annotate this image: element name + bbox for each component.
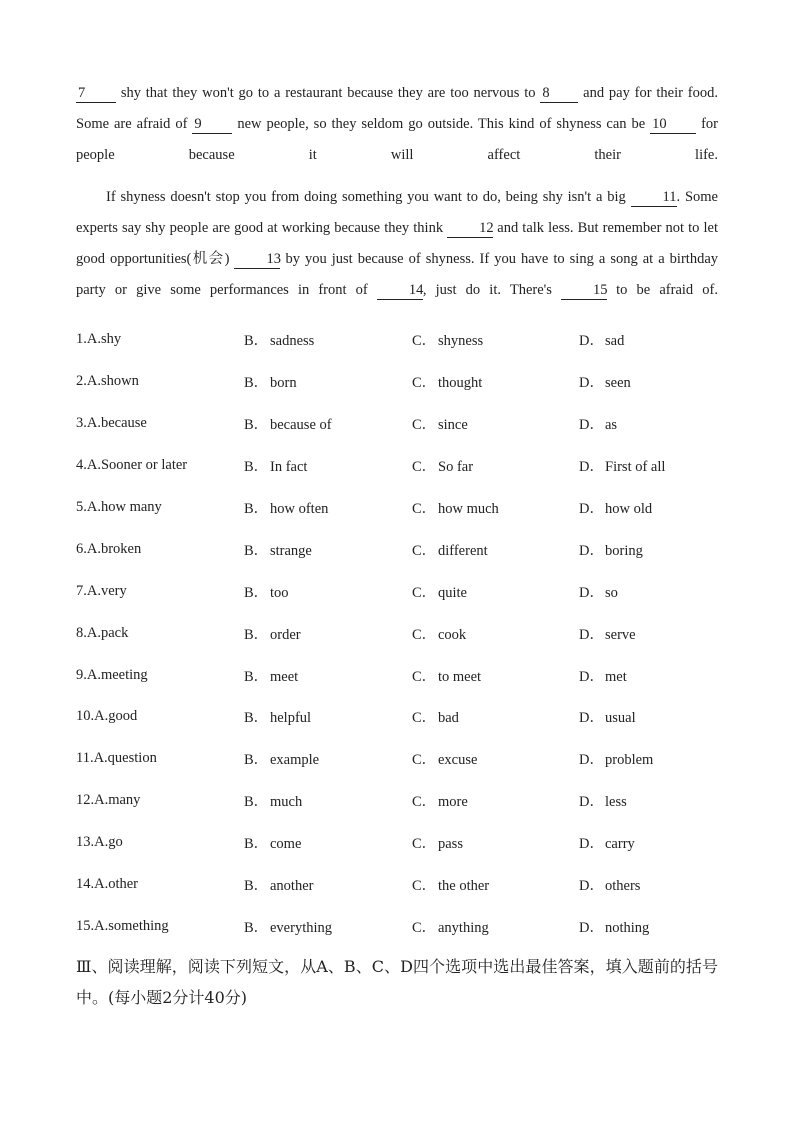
blank-7: 7 xyxy=(76,84,116,103)
option-b[interactable] xyxy=(244,874,412,895)
option-d[interactable] xyxy=(579,832,718,853)
option-d-label: D． xyxy=(579,919,604,936)
option-d[interactable] xyxy=(579,329,718,350)
blank-8: 8 xyxy=(540,84,578,103)
option-a[interactable]: 13.A.go xyxy=(76,834,123,851)
option-d-label: D． xyxy=(579,836,604,853)
option-b-text: because of xyxy=(270,417,332,434)
option-d[interactable] xyxy=(579,748,718,769)
option-b-label: B． xyxy=(244,542,269,559)
option-a[interactable]: 9.A.meeting xyxy=(76,666,148,683)
passage-text: for people because it will affect their life. xyxy=(76,116,718,163)
option-c[interactable] xyxy=(412,413,579,434)
option-d-text: as xyxy=(605,417,618,434)
option-d-text: met xyxy=(605,668,627,685)
option-a[interactable]: 8.A.pack xyxy=(76,624,129,641)
option-d[interactable] xyxy=(579,665,718,686)
option-d[interactable] xyxy=(579,706,718,727)
option-d-text: seen xyxy=(605,375,631,392)
question-row xyxy=(76,403,718,445)
option-d-label: D． xyxy=(579,501,604,517)
option-b[interactable] xyxy=(244,413,412,434)
option-b[interactable] xyxy=(244,371,412,392)
option-d[interactable] xyxy=(579,790,718,811)
option-b[interactable] xyxy=(244,706,412,727)
option-c[interactable] xyxy=(412,874,579,895)
option-a[interactable]: 10.A.good xyxy=(76,708,138,725)
option-c[interactable] xyxy=(412,455,579,476)
option-c-text: excuse xyxy=(438,752,478,769)
option-d-text: sad xyxy=(605,333,625,350)
option-b-label: B． xyxy=(244,333,269,350)
option-d-text: serve xyxy=(605,626,636,643)
blank-14: 14 xyxy=(377,281,423,300)
option-d[interactable] xyxy=(579,581,718,602)
option-c-text: more xyxy=(438,794,468,811)
option-a[interactable]: 5.A.how many xyxy=(76,499,162,515)
option-c-label: C． xyxy=(412,542,437,559)
option-c-text: to meet xyxy=(438,668,482,685)
option-b-label: B． xyxy=(244,836,269,853)
option-b-text: too xyxy=(270,584,289,601)
option-b[interactable] xyxy=(244,329,412,350)
option-d-label: D． xyxy=(579,878,604,895)
passage-text: . Some experts say shy people are good at working because they think xyxy=(76,189,718,236)
option-b-text: how often xyxy=(270,501,329,517)
option-b-label: B． xyxy=(244,752,269,769)
question-row xyxy=(76,905,718,947)
option-d[interactable] xyxy=(579,497,718,518)
option-c-label: C． xyxy=(412,459,437,476)
blank-11: 11 xyxy=(631,188,677,207)
option-c[interactable] xyxy=(412,665,579,686)
option-c-text: different xyxy=(438,542,488,559)
worksheet-page xyxy=(76,78,718,1013)
option-d-text: nothing xyxy=(605,919,650,936)
option-c[interactable] xyxy=(412,790,579,811)
option-d-label: D． xyxy=(579,626,604,643)
option-c-label: C． xyxy=(412,710,437,727)
passage-text: and pay for their food. Some are afraid of xyxy=(76,85,718,132)
option-b[interactable] xyxy=(244,748,412,769)
option-b-label: B． xyxy=(244,501,269,517)
option-b-label: B． xyxy=(244,919,269,936)
option-c[interactable] xyxy=(412,497,579,518)
passage-paragraph-1 xyxy=(76,78,718,171)
passage-text: , just do it. There's xyxy=(422,282,562,298)
option-c-text: pass xyxy=(438,836,463,853)
blank-15: 15 xyxy=(561,281,607,300)
option-b-label: B． xyxy=(244,375,269,392)
passage-text: and talk less. But remember not to let good opportunities(机会) xyxy=(76,220,718,267)
option-d-label: D． xyxy=(579,375,604,392)
option-b-text: example xyxy=(270,752,320,769)
option-b-label: B． xyxy=(244,878,269,895)
option-b[interactable] xyxy=(244,623,412,644)
question-row xyxy=(76,445,718,487)
option-d[interactable] xyxy=(579,623,718,644)
option-c-text: how much xyxy=(438,501,499,517)
option-a[interactable]: 11.A.question xyxy=(76,750,157,767)
option-c-text: cook xyxy=(438,626,467,643)
question-row xyxy=(76,696,718,738)
option-c-label: C． xyxy=(412,333,437,350)
option-d-label: D． xyxy=(579,459,604,476)
option-c[interactable] xyxy=(412,832,579,853)
question-row xyxy=(76,528,718,570)
option-c-text: shyness xyxy=(438,333,484,350)
blank-9: 9 xyxy=(192,115,232,134)
option-c[interactable] xyxy=(412,539,579,560)
option-d[interactable] xyxy=(579,413,718,434)
option-b-text: meet xyxy=(270,668,299,685)
option-a[interactable]: 3.A.because xyxy=(76,415,147,432)
question-row xyxy=(76,319,718,361)
question-row xyxy=(76,361,718,403)
option-b[interactable] xyxy=(244,832,412,853)
question-row xyxy=(76,864,718,906)
option-b-text: order xyxy=(270,626,301,643)
option-d[interactable] xyxy=(579,874,718,895)
passage-text: to be afraid of. xyxy=(607,282,718,298)
question-row xyxy=(76,738,718,780)
option-d-text: problem xyxy=(605,752,654,769)
blank-12: 12 xyxy=(447,219,493,238)
option-c-text: thought xyxy=(438,375,483,392)
option-b-label: B． xyxy=(244,668,269,685)
option-d-label: D． xyxy=(579,333,604,350)
option-d-label: D． xyxy=(579,542,604,559)
option-b-text: In fact xyxy=(270,459,308,476)
option-d-label: D． xyxy=(579,668,604,685)
option-b-text: another xyxy=(270,878,314,895)
option-d-text: First of all xyxy=(605,459,666,476)
option-d[interactable] xyxy=(579,916,718,937)
option-c[interactable] xyxy=(412,748,579,769)
option-c[interactable] xyxy=(412,916,579,937)
option-d-text: others xyxy=(605,878,641,895)
option-b[interactable] xyxy=(244,790,412,811)
option-d-label: D． xyxy=(579,710,604,727)
passage-text: new people, so they seldom go outside. This kind of shyness can be xyxy=(232,116,651,132)
option-b[interactable] xyxy=(244,665,412,686)
option-c-label: C． xyxy=(412,752,437,769)
option-d-label: D． xyxy=(579,584,604,601)
option-b[interactable] xyxy=(244,539,412,560)
option-d-label: D． xyxy=(579,752,604,769)
question-row xyxy=(76,654,718,696)
option-b[interactable] xyxy=(244,497,412,518)
passage-paragraph-2 xyxy=(76,182,718,306)
option-b-text: strange xyxy=(270,542,312,559)
question-row xyxy=(76,570,718,612)
option-c-label: C． xyxy=(412,584,437,601)
option-b[interactable] xyxy=(244,916,412,937)
option-c[interactable] xyxy=(412,329,579,350)
option-d-text: usual xyxy=(605,710,636,727)
option-c-label: C． xyxy=(412,836,437,853)
option-b-label: B． xyxy=(244,417,269,434)
option-b-label: B． xyxy=(244,710,269,727)
option-c[interactable] xyxy=(412,706,579,727)
option-a[interactable]: 4.A.Sooner or later xyxy=(76,457,188,474)
option-a[interactable]: 6.A.broken xyxy=(76,540,142,557)
question-row xyxy=(76,612,718,654)
option-c-text: anything xyxy=(438,919,489,936)
option-c-text: bad xyxy=(438,710,459,727)
option-a[interactable]: 2.A.shown xyxy=(76,373,139,390)
option-c[interactable] xyxy=(412,623,579,644)
option-c-label: C． xyxy=(412,501,437,517)
option-c[interactable] xyxy=(412,371,579,392)
option-d[interactable] xyxy=(579,539,718,560)
blank-10: 10 xyxy=(650,115,696,134)
option-b-text: come xyxy=(270,836,302,853)
option-b-label: B． xyxy=(244,584,269,601)
option-c-label: C． xyxy=(412,668,437,685)
option-d[interactable] xyxy=(579,371,718,392)
option-c-label: C． xyxy=(412,626,437,643)
option-b-label: B． xyxy=(244,626,269,643)
option-c-text: the other xyxy=(438,878,490,895)
option-d-text: how old xyxy=(605,501,653,517)
option-a[interactable]: 12.A.many xyxy=(76,792,141,809)
option-b[interactable] xyxy=(244,581,412,602)
option-a[interactable]: 14.A.other xyxy=(76,876,139,893)
passage-text: by you just because of shyness. If you have to sing a song at a birthday party or give some performances in front of xyxy=(76,251,719,298)
option-b-text: much xyxy=(270,794,303,811)
question-row xyxy=(76,487,718,529)
option-c-label: C． xyxy=(412,375,437,392)
option-a[interactable]: 15.A.something xyxy=(76,917,169,934)
option-c-label: C． xyxy=(412,878,437,895)
option-c-text: So far xyxy=(438,459,474,476)
option-c[interactable] xyxy=(412,581,579,602)
option-b-text: born xyxy=(270,375,297,392)
option-c-label: C． xyxy=(412,794,437,811)
option-d-text: boring xyxy=(605,542,643,559)
section-heading-reading: Ⅲ、阅读理解，阅读下列短文，从A、B、C、D四个选项中选出最佳答案，填入题前的括号中。(每小题2分计40分) xyxy=(76,957,718,1008)
option-b-text: helpful xyxy=(270,710,312,727)
option-d-text: less xyxy=(605,794,627,811)
blank-13: 13 xyxy=(234,250,280,269)
question-row xyxy=(76,780,718,822)
passage-text: shy that they won't go to a restaurant because they are too nervous to xyxy=(116,85,541,101)
option-b[interactable] xyxy=(244,455,412,476)
option-a[interactable]: 1.A.shy xyxy=(76,331,122,348)
question-row xyxy=(76,822,718,864)
option-b-label: B． xyxy=(244,459,269,476)
option-c-label: C． xyxy=(412,417,437,434)
option-d[interactable] xyxy=(579,455,718,476)
option-d-label: D． xyxy=(579,417,604,434)
answer-options-list xyxy=(76,319,718,947)
option-b-text: everything xyxy=(270,919,333,936)
option-d-text: so xyxy=(605,584,618,601)
option-a[interactable]: 7.A.very xyxy=(76,582,127,599)
option-b-label: B． xyxy=(244,794,269,811)
option-c-label: C． xyxy=(412,919,437,936)
option-d-label: D． xyxy=(579,794,604,811)
option-d-text: carry xyxy=(605,836,635,853)
option-c-text: quite xyxy=(438,584,467,601)
passage-text: If shyness doesn't stop you from doing something you want to do, being shy isn't a big xyxy=(106,189,631,205)
option-b-text: sadness xyxy=(270,333,315,350)
option-c-text: since xyxy=(438,417,468,434)
